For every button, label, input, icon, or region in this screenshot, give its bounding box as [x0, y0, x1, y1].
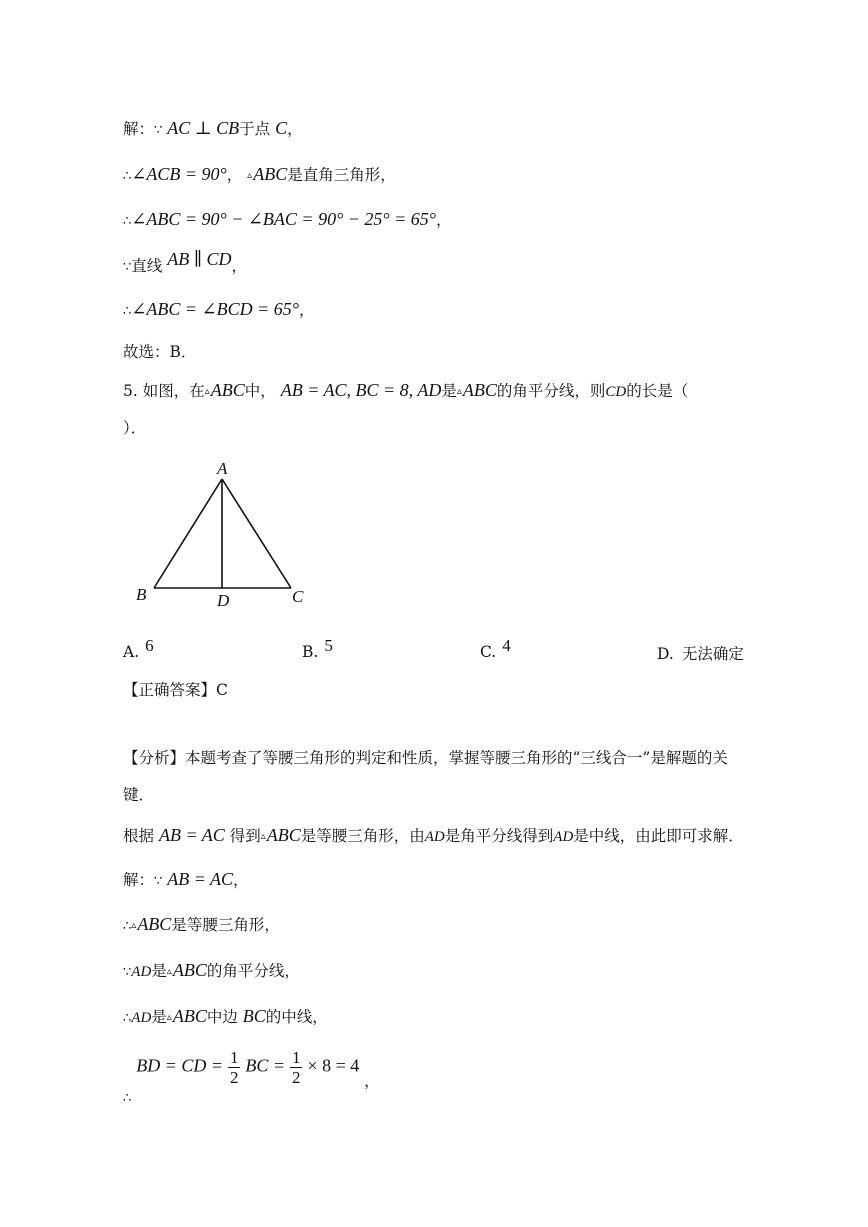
text: ，	[233, 871, 249, 889]
therefore-symbol: ∴	[123, 1011, 132, 1026]
solution-step-2	[123, 914, 280, 937]
therefore-symbol: ∴	[123, 214, 132, 229]
triangle-icon: ▵	[204, 386, 210, 397]
math-expression: BD = CD =	[136, 1055, 224, 1076]
therefore-symbol: ∴	[123, 304, 132, 319]
text: 是	[151, 962, 167, 980]
math-expression: ABC	[172, 1006, 207, 1026]
denominator: 2	[229, 1068, 239, 1087]
analysis-line-2: 键．	[123, 786, 155, 804]
fraction-one-half	[228, 1048, 241, 1087]
option-value: 5	[324, 636, 333, 655]
text: ，	[435, 211, 452, 229]
text: 得到	[229, 827, 261, 845]
math-expression: AC ⊥ CB	[167, 118, 240, 138]
because-symbol: ∵	[123, 965, 132, 980]
solution-step-5	[123, 1048, 380, 1106]
text: ，	[364, 1071, 380, 1090]
option-key: A.	[123, 643, 140, 661]
correct-answer: 【正确答案】C	[123, 681, 228, 699]
math-expression: C	[275, 118, 288, 138]
text: 是角平分线得到	[444, 827, 554, 845]
solution-step-3	[123, 960, 300, 983]
because-symbol: ∵	[123, 260, 132, 275]
option-value: 无法确定	[681, 645, 744, 663]
therefore-symbol: ∴	[123, 919, 132, 934]
question-text: 的长是（	[626, 382, 689, 400]
text: 直线	[131, 257, 163, 275]
question-text: 中，	[244, 382, 276, 400]
math-expression: AD	[424, 829, 445, 845]
math-expression: AB = AC	[167, 869, 234, 889]
question-text: 5. 如图，在	[123, 382, 205, 400]
solution-line-5	[123, 299, 314, 322]
option-c[interactable]	[480, 636, 511, 662]
label-b: B	[136, 585, 147, 604]
math-expression: ∠ABC = 90° − ∠BAC = 90° − 25° = 65°	[131, 209, 436, 229]
side-ab	[154, 479, 222, 588]
math-expression: AD	[131, 964, 152, 980]
option-value: 6	[145, 636, 154, 655]
math-expression: ABC	[172, 960, 207, 980]
text: 中边	[206, 1008, 238, 1026]
because-symbol: ∵	[154, 874, 163, 889]
question-5-continuation: ）．	[123, 419, 147, 437]
text: 的角平分线，	[206, 962, 300, 980]
text: 根据	[123, 827, 155, 845]
math-expression: × 8 = 4	[307, 1055, 360, 1076]
math-expression: ABC	[266, 825, 301, 845]
math-expression: ABC	[137, 914, 172, 934]
text: 于点	[239, 120, 271, 138]
question-text: 是	[441, 382, 457, 400]
option-key: D.	[657, 645, 674, 663]
text: ，	[298, 301, 315, 319]
text: 是	[151, 1008, 167, 1026]
triangle-icon: ▵	[131, 920, 137, 931]
fraction-one-half	[290, 1048, 303, 1087]
math-expression: ABC	[462, 380, 497, 400]
numerator: 1	[291, 1048, 301, 1067]
math-expression: AD	[553, 829, 574, 845]
math-expression: ABC	[210, 380, 245, 400]
analysis-line-1: 【分析】本题考查了等腰三角形的判定和性质，掌握等腰三角形的“三线合一”是解题的关	[123, 749, 728, 767]
numerator: 1	[229, 1048, 239, 1067]
text: 解：	[123, 871, 155, 889]
math-expression: AB ∥ CD	[167, 249, 232, 269]
text: ，	[231, 257, 248, 275]
solution-line-2	[123, 164, 396, 187]
text: ，	[287, 120, 303, 138]
option-key: C.	[480, 643, 497, 661]
math-expression: AB = AC, BC = 8, AD	[280, 380, 442, 400]
triangle-figure	[120, 455, 340, 615]
math-expression: ∠ACB = 90°	[131, 164, 227, 184]
option-a[interactable]	[123, 636, 154, 662]
therefore-symbol: ∴	[123, 1090, 132, 1106]
solution-step-1	[123, 869, 249, 892]
therefore-symbol: ∴	[123, 169, 132, 184]
option-value: 4	[502, 636, 511, 655]
triangle-icon: ▵	[456, 386, 462, 397]
question-5	[123, 380, 688, 402]
solution-line-3	[123, 209, 451, 232]
denominator: 2	[291, 1068, 301, 1087]
analysis-line-3	[123, 825, 744, 847]
triangle-icon: ▵	[247, 170, 253, 181]
solution-line-6: 故选：B．	[123, 343, 197, 361]
math-expression: ∠ABC = ∠BCD = 65°	[131, 299, 299, 319]
solution-line-1	[123, 118, 303, 141]
text: 是直角三角形，	[287, 166, 396, 184]
text: 是中线，由此即可求解．	[573, 827, 744, 845]
math-expression: BC	[242, 1006, 266, 1026]
text: 解：	[123, 120, 155, 138]
solution-line-4	[123, 249, 248, 278]
label-d: D	[217, 591, 230, 610]
text: 的中线，	[265, 1008, 328, 1026]
text: 是等腰三角形，	[171, 916, 280, 934]
triangle-icon: ▵	[166, 966, 172, 977]
option-key: B.	[302, 643, 319, 661]
label-a: A	[217, 459, 228, 478]
side-ac	[222, 479, 291, 588]
triangle-icon: ▵	[166, 1012, 172, 1023]
math-expression: BC =	[245, 1055, 286, 1076]
triangle-icon: ▵	[260, 831, 266, 842]
question-text: 的角平分线，则	[496, 382, 606, 400]
math-expression: AD	[131, 1010, 152, 1026]
label-c: C	[292, 587, 304, 606]
because-symbol: ∵	[154, 123, 163, 138]
math-expression: CD	[605, 384, 627, 400]
option-b[interactable]	[302, 636, 333, 662]
math-expression: AB = AC	[158, 825, 225, 845]
text: 是等腰三角形，由	[300, 827, 425, 845]
text: ，	[226, 166, 243, 184]
math-expression: ABC	[253, 164, 288, 184]
solution-step-4	[123, 1006, 328, 1029]
option-d[interactable]	[657, 642, 744, 664]
